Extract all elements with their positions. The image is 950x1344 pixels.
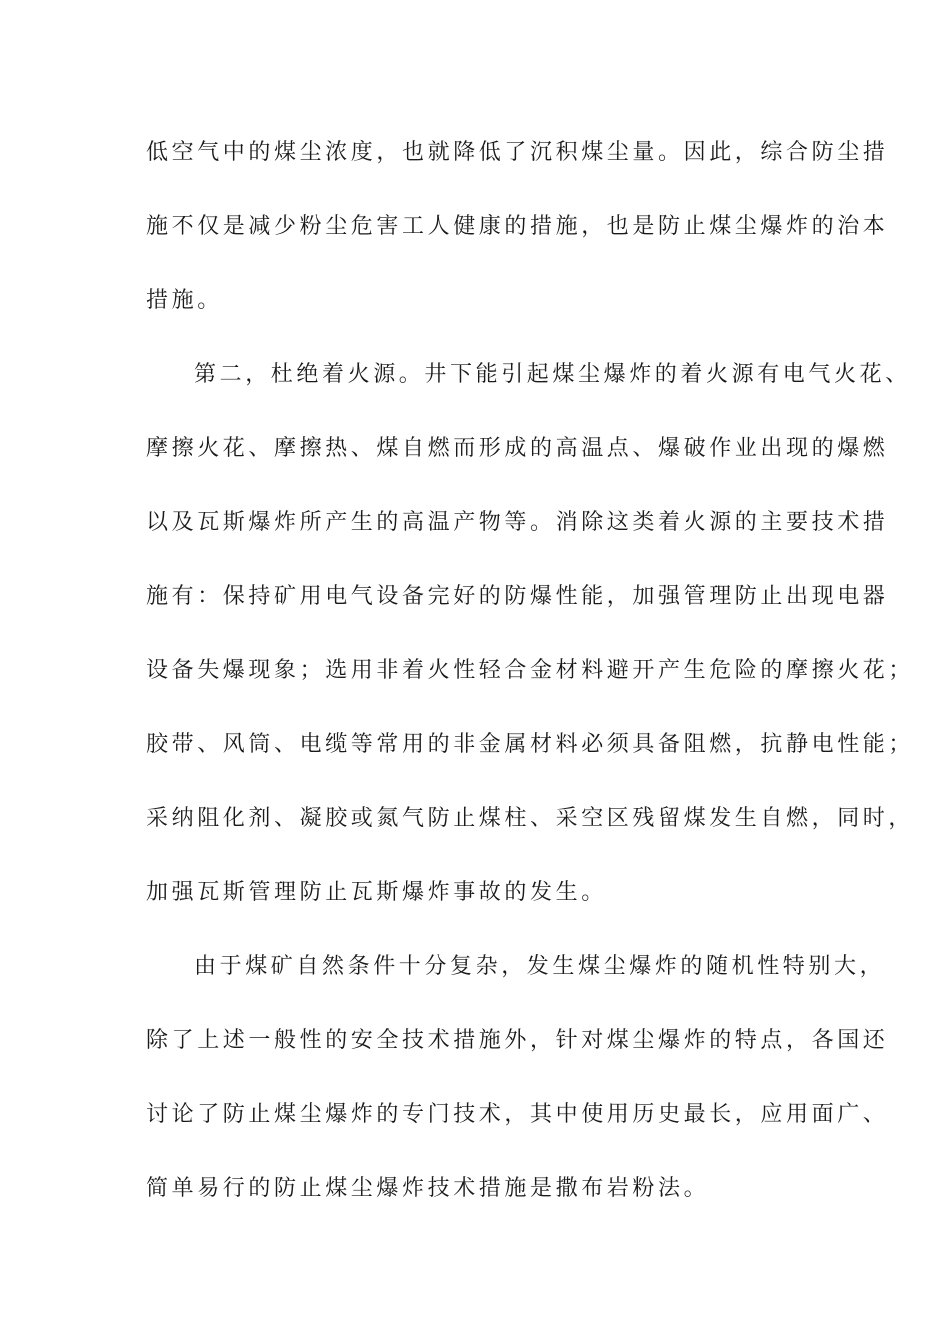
paragraph-3-first-line: 由于煤矿自然条件十分复杂，发生煤尘爆炸的随机性特别大，	[194, 954, 886, 979]
text-line-7: 施有：保持矿用电气设备完好的防爆性能，加强管理防止出现电器	[146, 584, 889, 609]
text-line-9: 胶带、风筒、电缆等常用的非金属材料必须具备阻燃，抗静电性能；	[146, 732, 915, 757]
text-line-13: 除了上述一般性的安全技术措施外，针对煤尘爆炸的特点，各国还	[146, 1028, 889, 1053]
text-line-1: 低空气中的煤尘浓度，也就降低了沉积煤尘量。因此，综合防尘措	[146, 140, 889, 165]
text-line-11: 加强瓦斯管理防止瓦斯爆炸事故的发生。	[146, 880, 607, 905]
text-line-15: 简单易行的防止煤尘爆炸技术措施是撒布岩粉法。	[146, 1176, 710, 1201]
text-line-2: 施不仅是减少粉尘危害工人健康的措施，也是防止煤尘爆炸的治本	[146, 214, 889, 239]
paragraph-2-first-line: 第二，杜绝着火源。井下能引起煤尘爆炸的着火源有电气火花、	[194, 362, 911, 387]
text-line-8: 设备失爆现象；选用非着火性轻合金材料避开产生危险的摩擦火花；	[146, 658, 915, 683]
text-line-14: 讨论了防止煤尘爆炸的专门技术，其中使用历史最长，应用面广、	[146, 1102, 889, 1127]
text-line-10: 采纳阻化剂、凝胶或氮气防止煤柱、采空区残留煤发生自燃，同时，	[146, 806, 915, 831]
text-line-3: 措施。	[146, 288, 223, 313]
text-line-6: 以及瓦斯爆炸所产生的高温产物等。消除这类着火源的主要技术措	[146, 510, 889, 535]
text-line-5: 摩擦火花、摩擦热、煤自燃而形成的高温点、爆破作业出现的爆燃	[146, 436, 889, 461]
